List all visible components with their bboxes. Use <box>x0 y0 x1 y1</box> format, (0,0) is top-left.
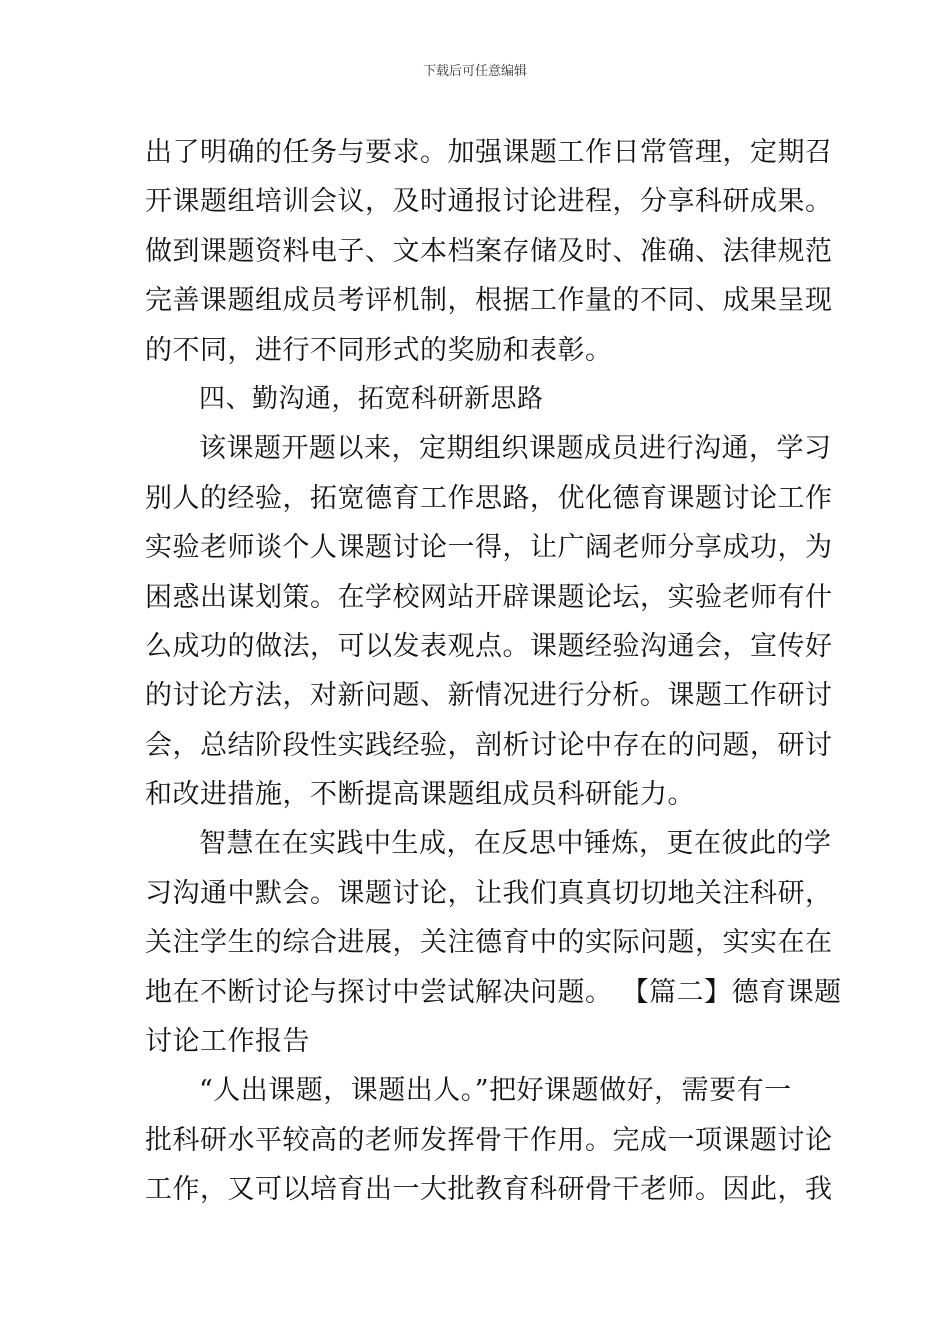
text-line-8: 别人的经验，拓宽德育工作思路，优化德育课题讨论工作 <box>145 482 833 514</box>
text-line-1: 出了明确的任务与要求。加强课题工作日常管理，定期召 <box>145 137 833 168</box>
text-line-11: 么成功的做法，可以发表观点。课题经验沟通会，宣传好 <box>145 630 833 662</box>
text-line-16: 习沟通中默会。课题讨论，让我们真真切切地关注科研， <box>145 877 833 909</box>
text-line-15: 智慧在在实践中生成，在反思中锤炼，更在彼此的学 <box>199 828 832 860</box>
text-line-13: 会，总结阶段性实践经验，剖析讨论中存在的问题，研讨 <box>145 729 833 761</box>
document-body <box>145 128 842 1215</box>
text-line-7: 该课题开题以来，定期组织课题成员进行沟通，学习 <box>199 433 832 465</box>
text-line-2: 开课题组培训会议，及时通报讨论进程，分享科研成果。 <box>145 186 833 218</box>
text-line-18: 地在不断讨论与探讨中尝试解决问题。 【篇二】德育课题 <box>145 976 842 1008</box>
text-line-20: “人出课题，课题出人。”把好课题做好，需要有一 <box>199 1075 792 1107</box>
text-line-9: 实验老师谈个人课题讨论一得，让广阔老师分享成功，为 <box>145 532 833 564</box>
text-line-21: 批科研水平较高的老师发挥骨干作用。完成一项课题讨论 <box>145 1124 833 1156</box>
section-heading: 四、勤沟通，拓宽科研新思路 <box>199 383 544 414</box>
text-line-5: 的不同，进行不同形式的奖励和表彰。 <box>145 334 613 366</box>
text-line-12: 的讨论方法，对新问题、新情况进行分析。课题工作研讨 <box>145 680 833 712</box>
page-header-note: 下载后可任意编辑 <box>422 64 527 79</box>
text-line-10: 困惑出谋划策。在学校网站开辟课题论坛，实验老师有什 <box>145 581 833 613</box>
text-line-4: 完善课题组成员考评机制，根据工作量的不同、成果呈现 <box>145 285 833 317</box>
text-line-22: 工作，又可以培育出一大批教育科研骨干老师。因此，我 <box>145 1174 833 1206</box>
text-line-14: 和改进措施，不断提高课题组成员科研能力。 <box>145 779 695 811</box>
text-line-19: 讨论工作报告 <box>145 1026 310 1058</box>
text-line-3: 做到课题资料电子、文本档案存储及时、准确、法律规范 <box>145 235 833 267</box>
text-line-17: 关注学生的综合进展，关注德育中的实际问题，实实在在 <box>145 927 833 959</box>
